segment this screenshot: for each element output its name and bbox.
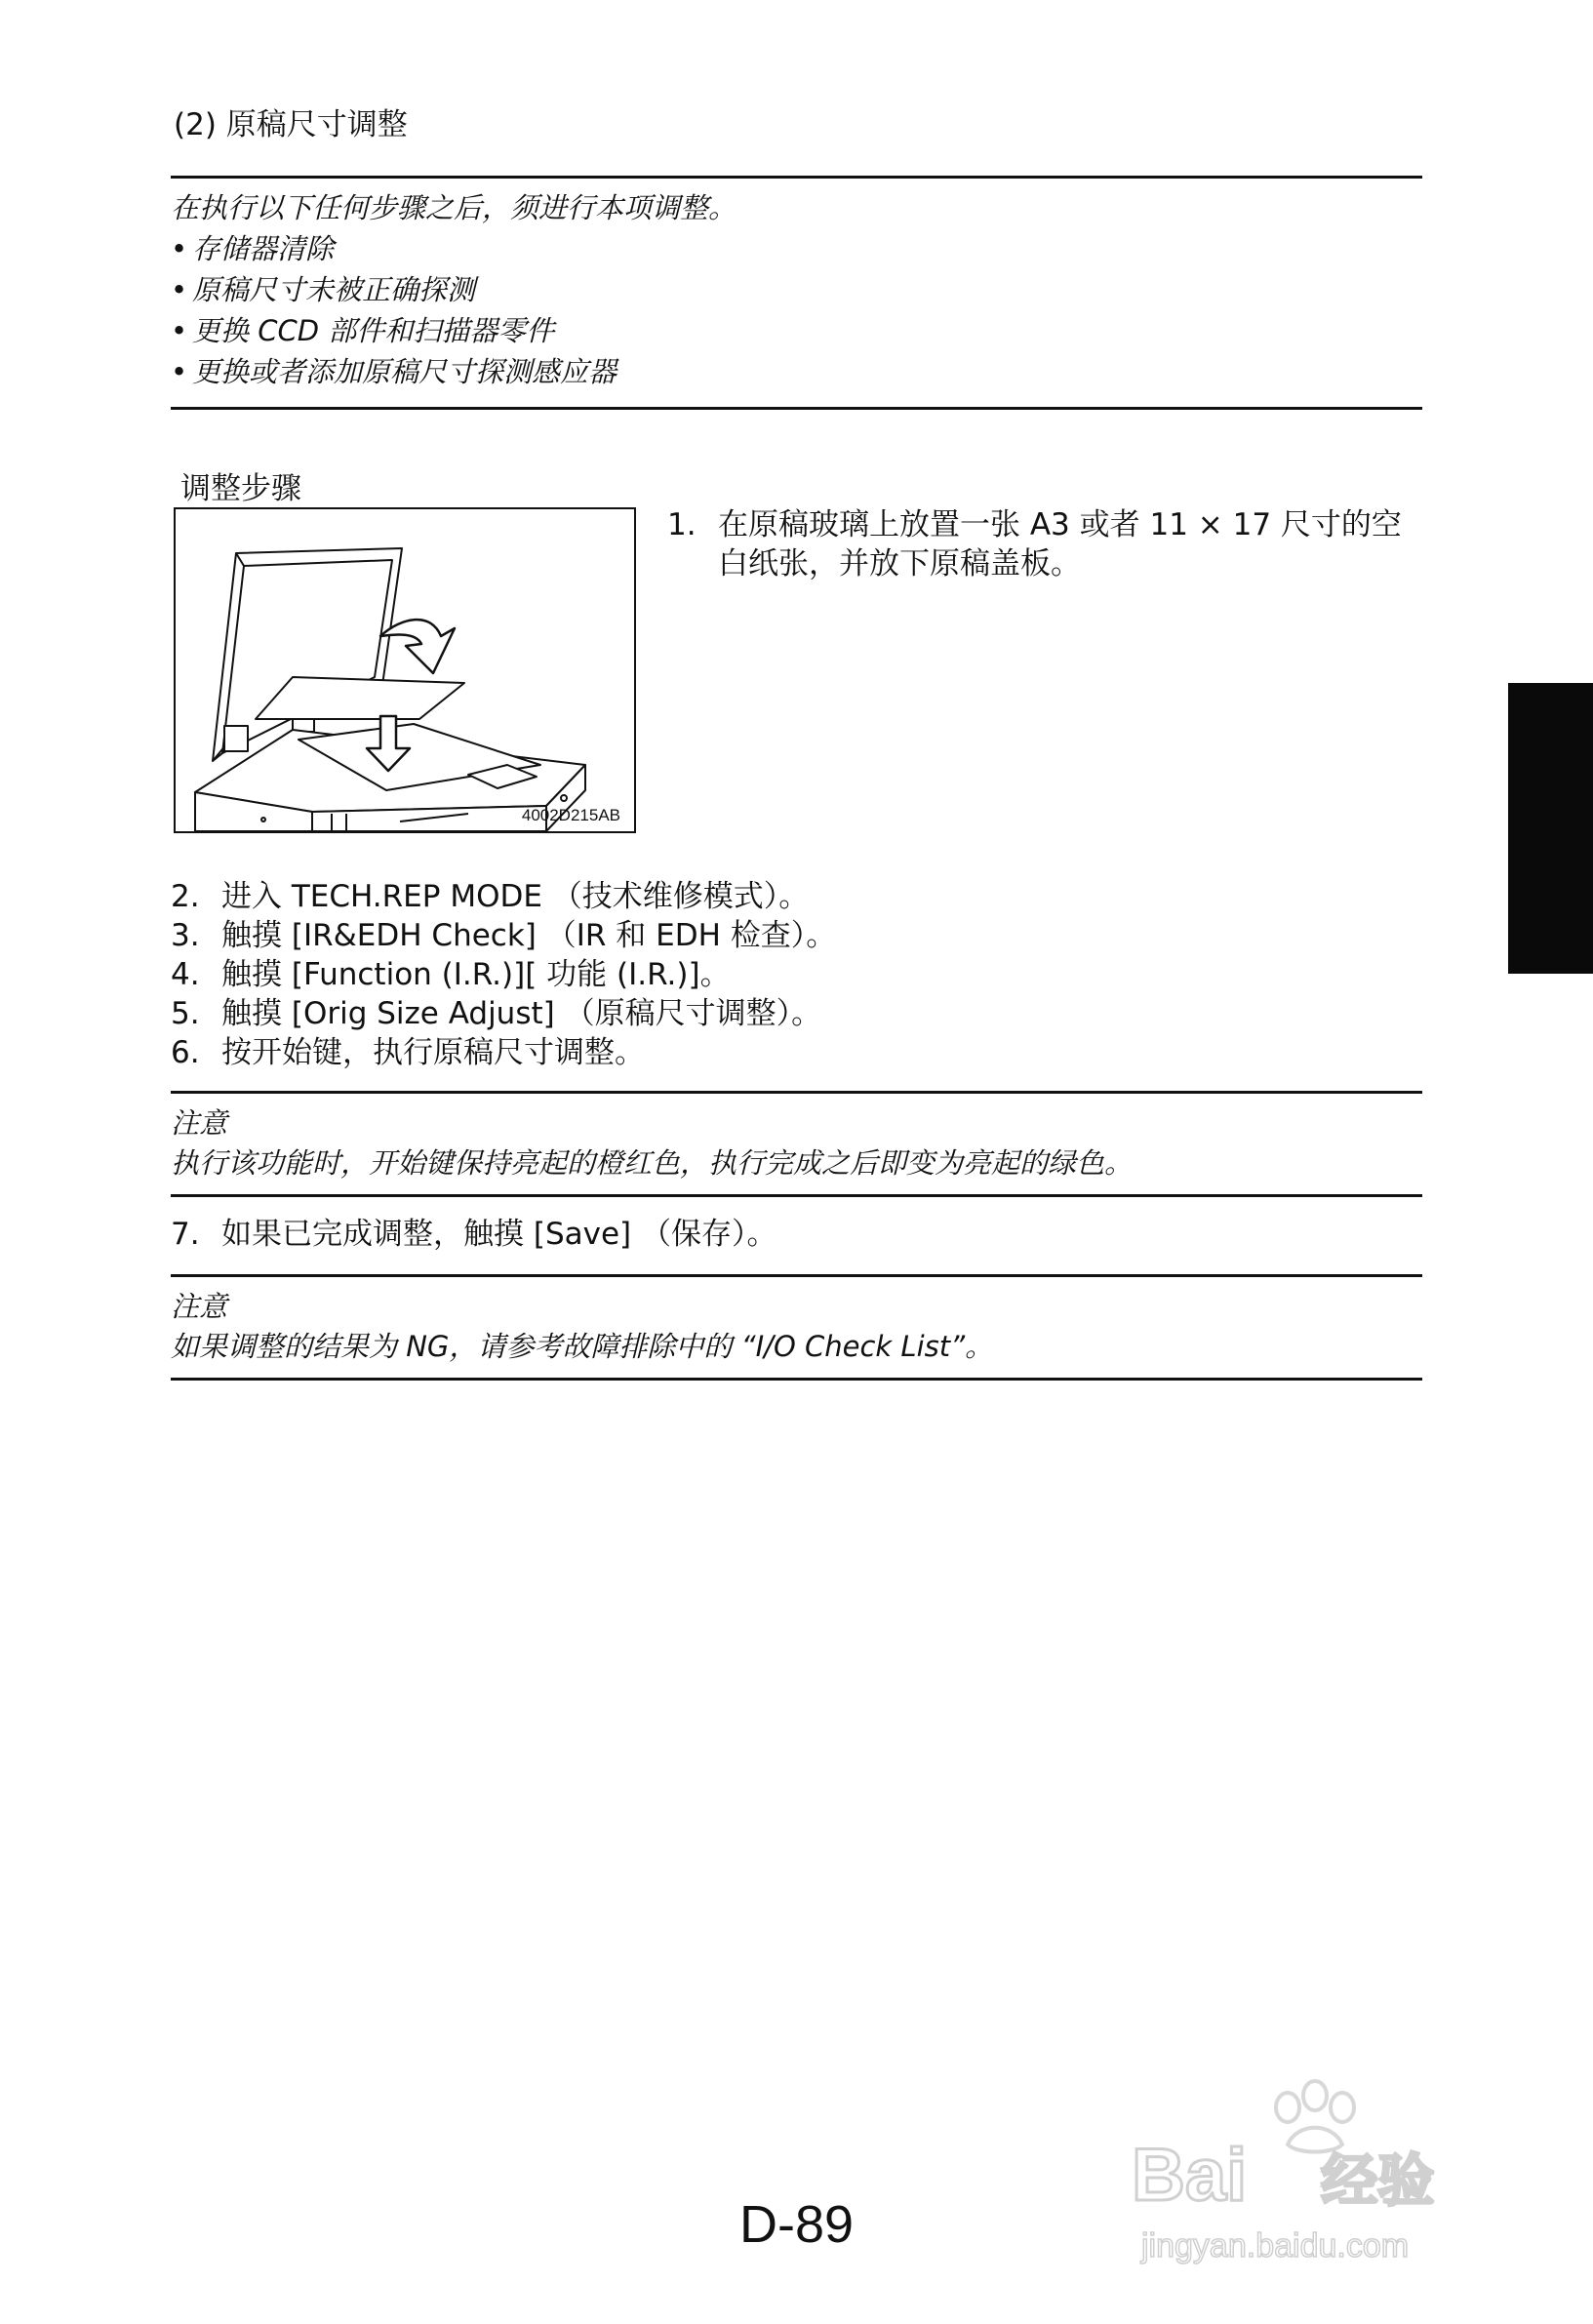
bullet-icon: • (171, 232, 188, 265)
page-number: D-89 (738, 2195, 855, 2254)
intro-item: • 更换 CCD 部件和扫描器零件 (171, 311, 554, 350)
step-4 (171, 955, 731, 994)
divider (171, 176, 1422, 179)
bullet-icon: • (171, 355, 188, 388)
intro-item: • 更换或者添加原稿尺寸探测感应器 (171, 352, 617, 391)
step-3 (171, 916, 836, 955)
note-title: 注意 (171, 1106, 228, 1140)
step-text: 在原稿玻璃上放置一张 A3 或者 11 × 17 尺寸的空 (718, 507, 1402, 542)
step-6 (171, 1033, 645, 1072)
step-number: 3. (171, 918, 200, 953)
intro-item: • 存储器清除 (171, 229, 334, 268)
divider (171, 1274, 1422, 1277)
step-1-continuation: 白纸张，并放下原稿盖板。 (718, 546, 1081, 581)
step-text: 触摸 [Function (I.R.)][ 功能 (I.R.)]。 (221, 957, 731, 992)
step-number: 6. (171, 1035, 200, 1070)
step-5 (171, 994, 821, 1033)
watermark-url: jingyan.baidu.com (1141, 2227, 1410, 2264)
step-text: 按开始键，执行原稿尺寸调整。 (221, 1035, 645, 1070)
bullet-icon: • (171, 314, 188, 347)
step-1 (667, 505, 1402, 544)
scanner-drawing (176, 509, 634, 831)
watermark-brand: Bai 经验 (1132, 2134, 1435, 2217)
divider (171, 1378, 1422, 1381)
step-number: 7. (171, 1217, 200, 1252)
step-text: 如果已完成调整，触摸 [Save] （保存）。 (221, 1217, 777, 1252)
scanner-illustration (174, 507, 636, 833)
figure-code: 4002D215AB (521, 806, 620, 824)
step-number: 4. (171, 957, 200, 992)
step-text: 进入 TECH.REP MODE （技术维修模式）。 (221, 879, 810, 914)
procedure-label: 调整步骤 (180, 471, 301, 506)
section-heading: (2) 原稿尺寸调整 (174, 107, 408, 142)
note-title: 注意 (171, 1290, 228, 1323)
divider (171, 1091, 1422, 1094)
note-text: 如果调整的结果为 NG，请参考故障排除中的 “I/O Check List”。 (171, 1330, 994, 1363)
divider (171, 1194, 1422, 1197)
section-tab-marker (1508, 683, 1593, 974)
step-text: 触摸 [Orig Size Adjust] （原稿尺寸调整）。 (221, 996, 822, 1031)
step-7 (171, 1215, 777, 1254)
intro-lead: 在执行以下任何步骤之后，须进行本项调整。 (171, 191, 737, 224)
step-number: 1. (667, 507, 697, 542)
intro-item: • 原稿尺寸未被正确探测 (171, 270, 475, 309)
divider (171, 407, 1422, 410)
step-number: 5. (171, 996, 200, 1031)
bullet-icon: • (171, 273, 188, 306)
note-text: 执行该功能时，开始键保持亮起的橙红色，执行完成之后即变为亮起的绿色。 (171, 1146, 1134, 1180)
step-text: 触摸 [IR&EDH Check] （IR 和 EDH 检查）。 (221, 918, 837, 953)
step-number: 2. (171, 879, 200, 914)
step-2 (171, 877, 809, 916)
